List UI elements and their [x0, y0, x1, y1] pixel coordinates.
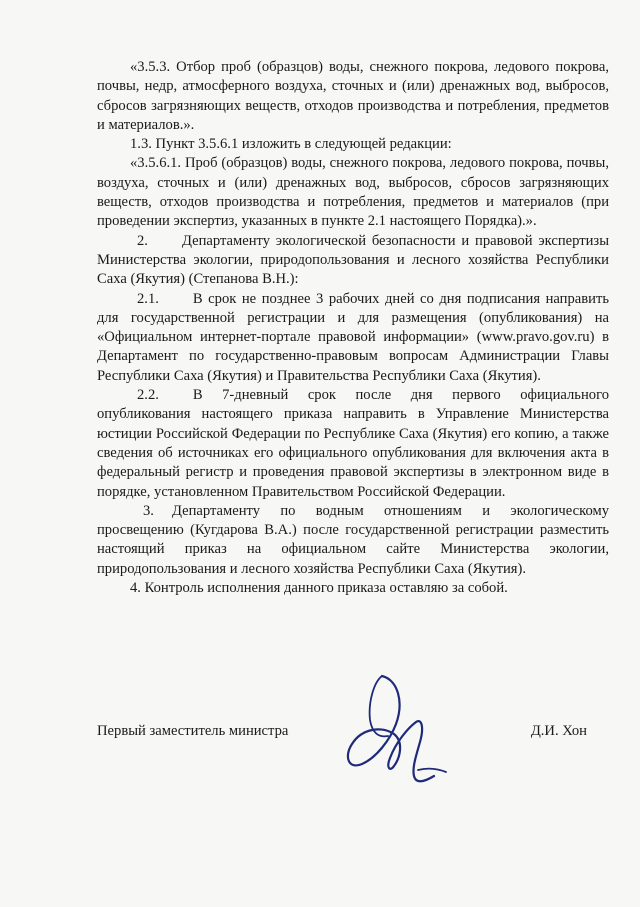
paragraph-4: 4. Контроль исполнения данного приказа оставляю за собой. [130, 580, 508, 597]
signatory-title: Первый заместитель министра [97, 723, 289, 739]
paragraph-number: 3. [143, 502, 154, 519]
paragraph-number: 2.1. [137, 290, 159, 307]
paragraph-text: В 7-дневный срок после дня первого официального опубликования настоящего приказа направить в Управление Министерства юстиции Российской Федерации по Республике Саха (Якутия) его копию, а также сведения об источниках его официального опубликования для включения акта в федеральный регистр и проведения правовой экспертизы в электронном виде в порядке, установленном Правительством Российской Федерации. [97, 387, 609, 500]
document-body [97, 58, 609, 598]
paragraph-3-5-3: «3.5.3. Отбор проб (образцов) воды, снежного покрова, ледового покрова, почвы, недр, атмосферного воздуха, сточных и (или) дренажных вод, выбросов, сбросов загрязняющих веществ, отходов производства и потребления, предметов и материалов.». [97, 59, 609, 133]
paragraph-2 [97, 232, 609, 290]
paragraph-number: 2.2. [137, 387, 159, 404]
signatory-name: Д.И. Хон [530, 723, 587, 739]
paragraph-number: 2. [137, 232, 148, 249]
paragraph-2-2 [97, 386, 609, 502]
paragraph-1-3: 1.3. Пункт 3.5.6.1 изложить в следующей редакции: [130, 136, 452, 153]
paragraph-2-1 [97, 290, 609, 386]
paragraph-text: Департаменту экологической безопасности и правовой экспертизы Министерства экологии, природопользования и лесного хозяйства Республики Саха (Якутия) (Степанова В.Н.): [97, 232, 609, 288]
handwritten-signature [338, 672, 448, 790]
paragraph-3-5-6-1: «3.5.6.1. Проб (образцов) воды, снежного покрова, ледового покрова, почвы, воздуха, сточных и (или) дренажных вод, выбросов, сбросов загрязняющих веществ, отходов производства и потребления, предметов и материалов (при проведении экспертиз, указанных в пункте 2.1 настоящего Порядка).». [97, 155, 609, 230]
paragraph-3 [97, 502, 609, 579]
paragraph-text: В срок не позднее 3 рабочих дней со дня подписания направить для государственной регистрации и для размещения (опубликования) на «Официальном интернет-портале правовой информации» (www.pravo.gov.ru) в Департамент по государственно-правовым вопросам Администрации Главы Республики Саха (Якутия) и Правительства Республики Саха (Якутия). [97, 290, 609, 384]
paragraph-text: Департаменту по водным отношениям и экологическому просвещению (Кугдарова В.А.) после государственной регистрации разместить настоящий приказ на официальном сайте Министерства экологии, природопользования и лесного хозяйства Республики Саха (Якутия). [97, 502, 609, 577]
